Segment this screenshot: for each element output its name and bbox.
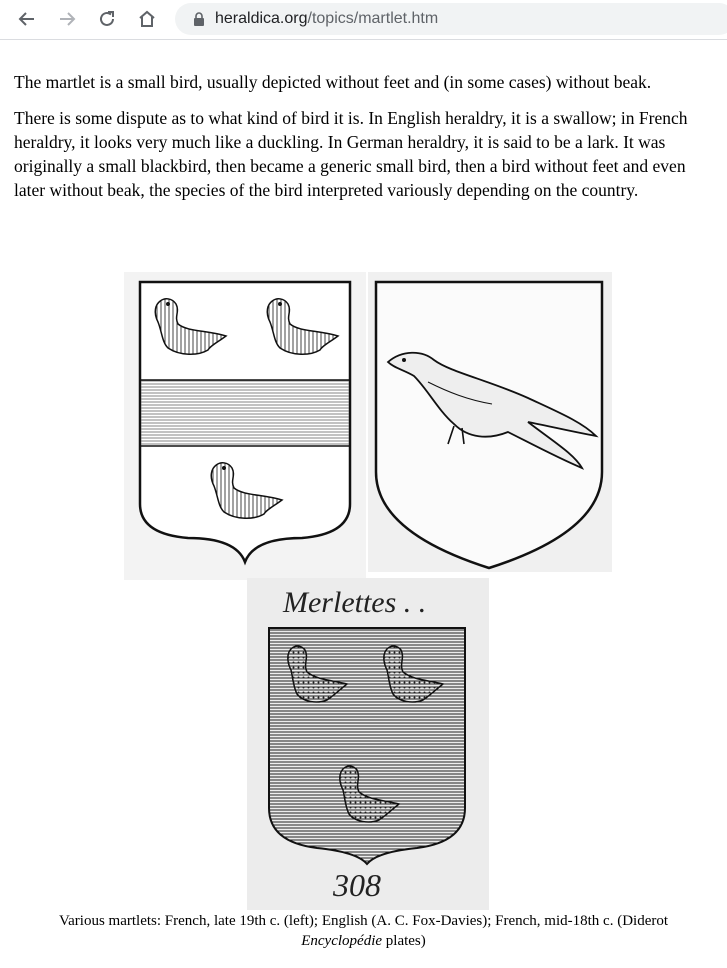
back-button[interactable] [12,4,42,34]
figure-caption [0,911,727,951]
caption-italic: Encyclopédie [301,933,383,949]
browser-toolbar [0,0,727,40]
caption-text: Various martlets: French, late 19th c. (left); English (A. C. Fox-Davies); French, mid-18th c. (Diderot [58,913,669,929]
reload-button[interactable] [92,4,122,34]
address-bar[interactable] [175,3,727,35]
article-body [14,70,714,214]
plate-title: Merlettes . . [283,586,427,619]
french-shield-image [124,272,366,580]
reload-icon [97,9,117,29]
caption-text-end: plates) [382,933,426,949]
english-shield-image [368,272,612,572]
home-icon [137,9,157,29]
article-paragraph: The martlet is a small bird, usually depicted without feet and (in some cases) without beak. [14,72,652,92]
back-arrow-icon [17,9,37,29]
lock-icon [193,12,205,26]
home-button[interactable] [132,4,162,34]
url-path: /topics/martlet.htm [307,10,439,27]
url-text[interactable] [215,3,438,35]
forward-button[interactable] [52,4,82,34]
plate-number: 308 [333,867,381,903]
url-domain: heraldica.org [215,10,308,27]
article-paragraph: There is some dispute as to what kind of bird it is. In English heraldry, it is a swallow; in French heraldry, it looks very much like a duckling. In German heraldry, it is said to be a lark. It was originally a small blackbird, then became a generic small bird, then a bird without feet and even later without beak, the species of the bird interpreted variously depending on the country. [14,108,688,200]
encyclopedie-plate-image [247,578,489,910]
forward-arrow-icon [57,9,77,29]
